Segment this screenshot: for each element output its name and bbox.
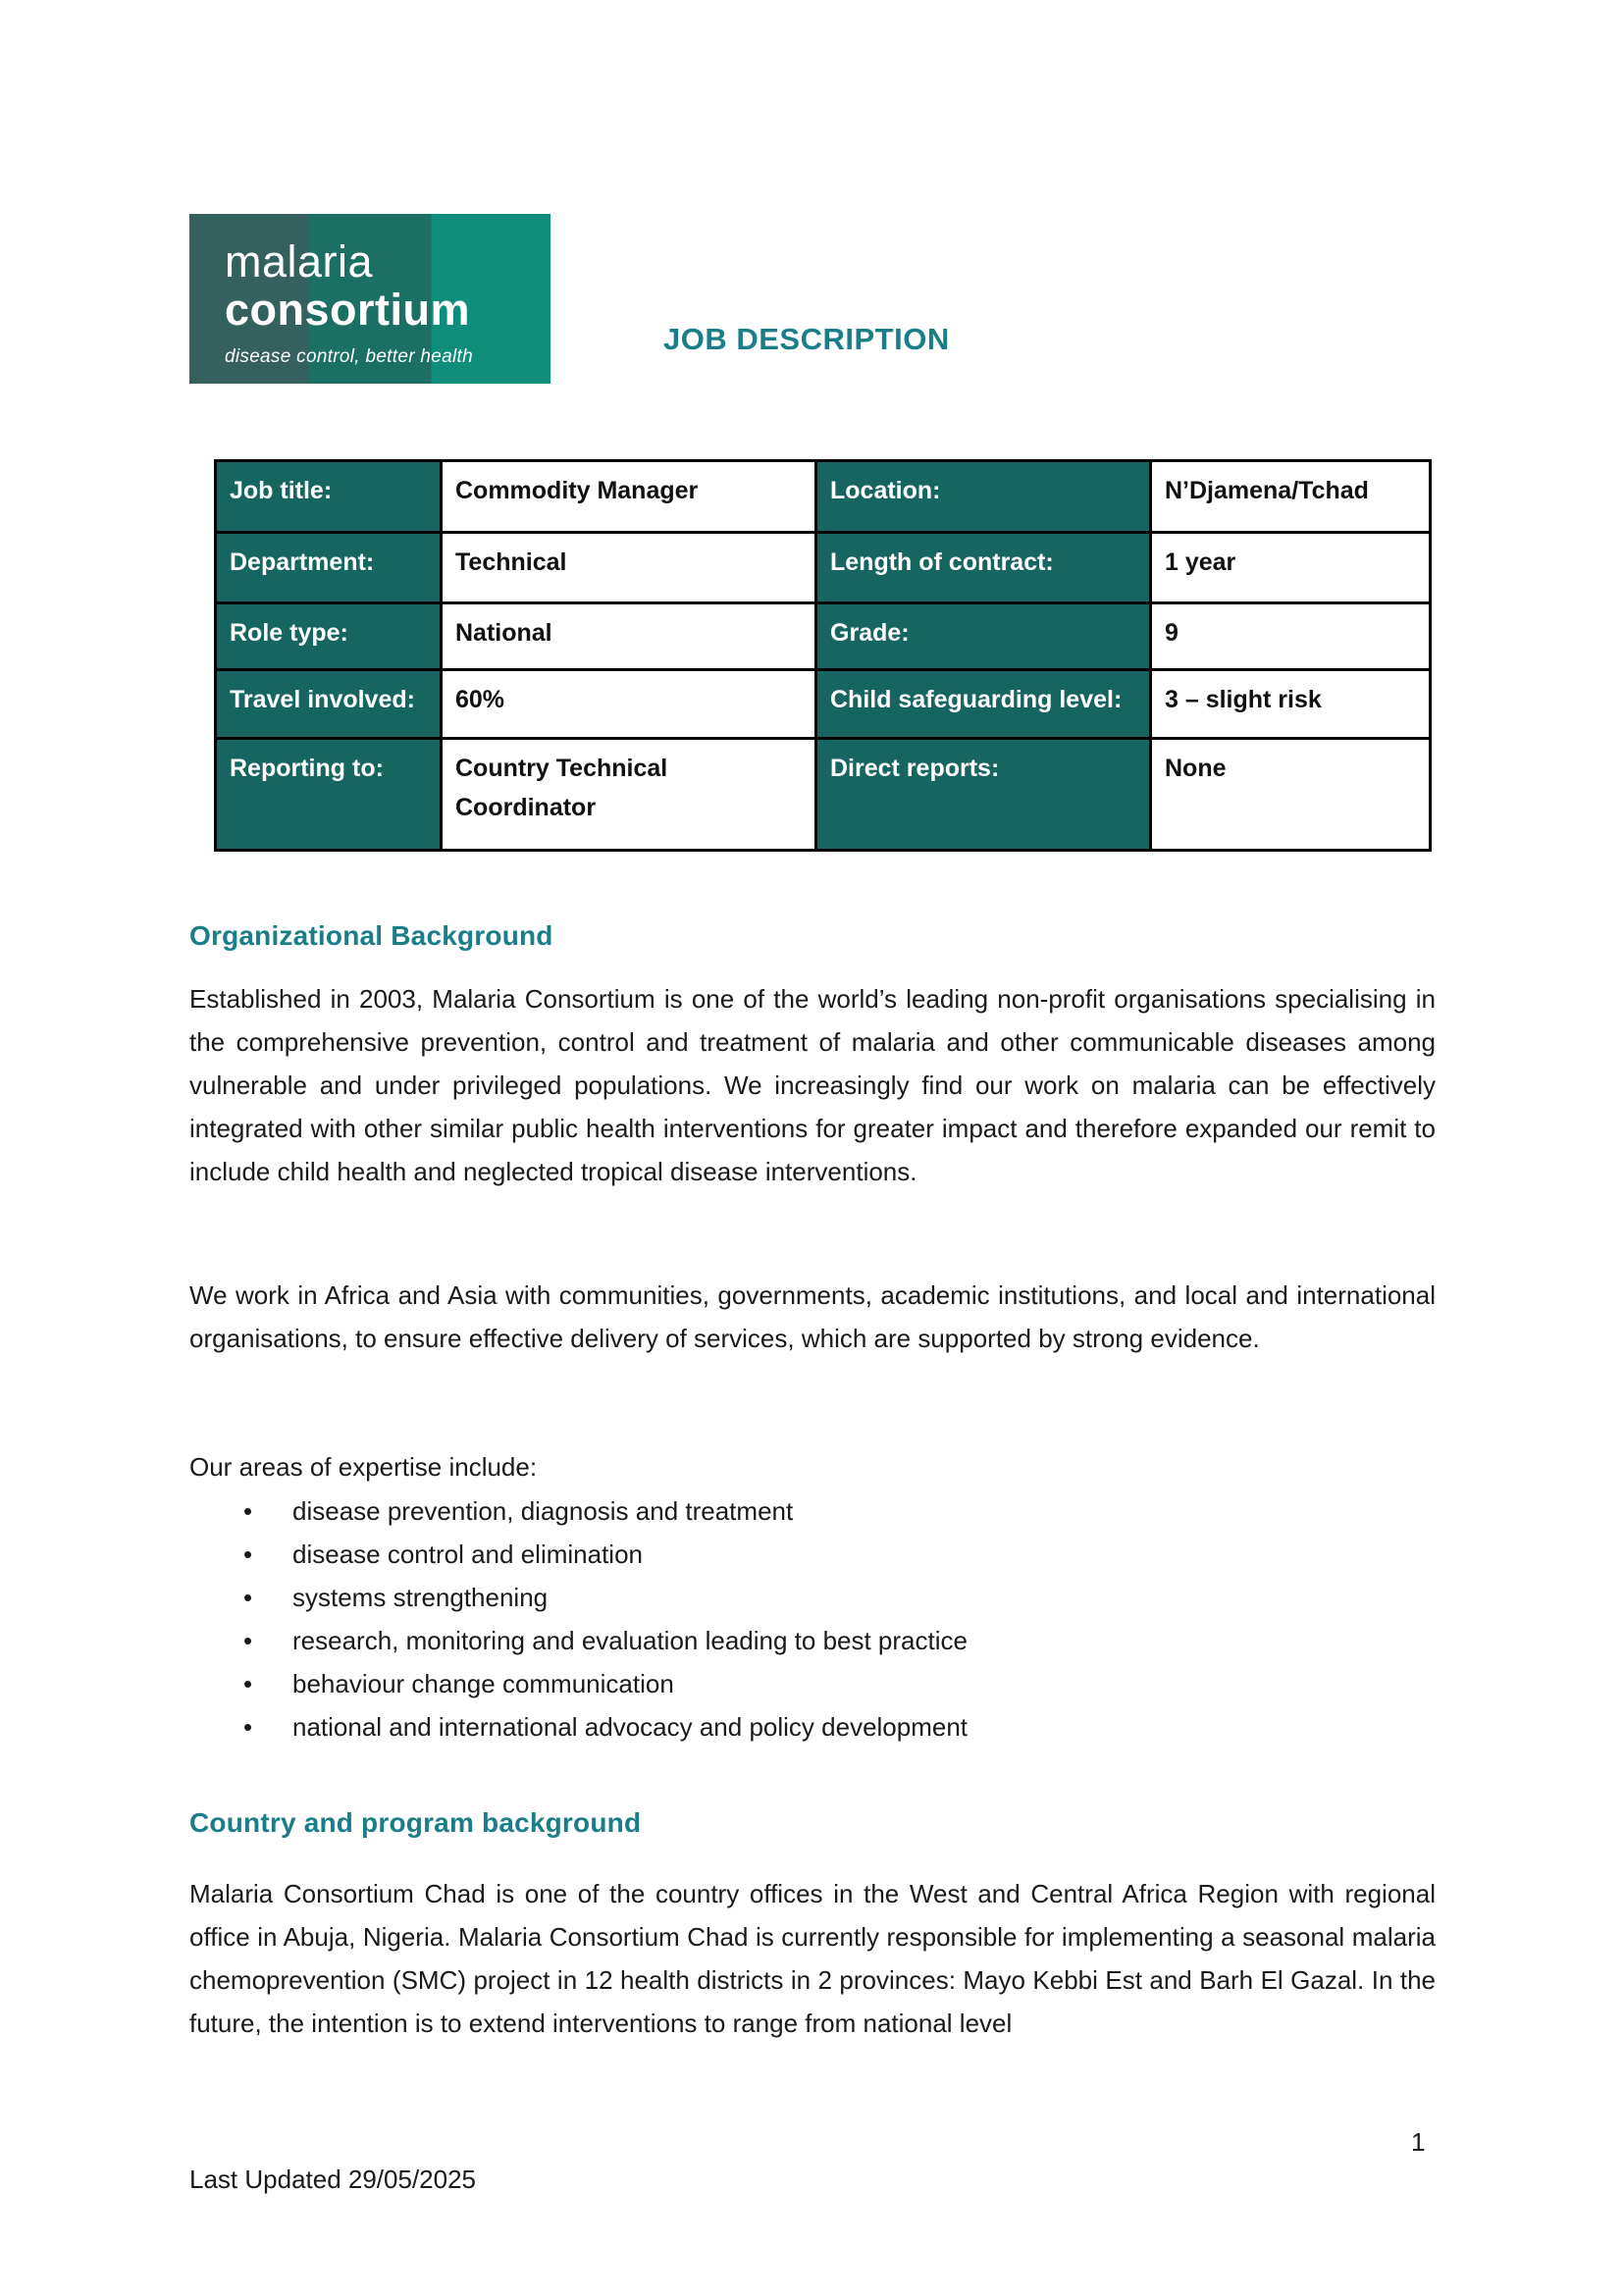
organizational-paragraph-2: We work in Africa and Asia with communities, governments, academic institutions, and local and international organisations, to ensure effective delivery of services, which are supported by strong evidence. bbox=[189, 1280, 1436, 1353]
expertise-intro: Our areas of expertise include: bbox=[189, 1452, 538, 1482]
travel-label: Travel involved: bbox=[216, 670, 442, 739]
location-label: Location: bbox=[816, 461, 1151, 533]
job-info-table bbox=[214, 459, 1432, 852]
organizational-paragraph-1: Established in 2003, Malaria Consortium is one of the world’s leading non-profit organisations specialising in the comprehensive prevention, control and treatment of malaria and other communicable diseases among vulnerable and under privileged populations. We increasingly find our work on malaria can be effectively integrated with other similar public health interventions for greater impact and therefore expanded our remit to include child health and neglected tropical disease interventions. bbox=[189, 984, 1436, 1186]
contract-length-label: Length of contract: bbox=[816, 533, 1151, 603]
malaria-consortium-logo bbox=[189, 214, 550, 384]
role-type-label: Role type: bbox=[216, 603, 442, 670]
list-item: • behaviour change communication bbox=[189, 1662, 1436, 1705]
contract-length-value: 1 year bbox=[1151, 533, 1431, 603]
list-item: • systems strengthening bbox=[189, 1576, 1436, 1619]
last-updated-text: Last Updated 29/05/2025 bbox=[189, 2165, 477, 2194]
direct-reports-value: None bbox=[1151, 739, 1431, 851]
job-title-label: Job title: bbox=[216, 461, 442, 533]
direct-reports-label: Direct reports: bbox=[816, 739, 1151, 851]
location-value: N’Djamena/Tchad bbox=[1151, 461, 1431, 533]
table-row bbox=[216, 461, 1431, 533]
section-heading-country-background: Country and program background bbox=[189, 1807, 642, 1838]
safeguarding-label: Child safeguarding level: bbox=[816, 670, 1151, 739]
travel-value: 60% bbox=[442, 670, 816, 739]
list-item: • disease control and elimination bbox=[189, 1533, 1436, 1576]
safeguarding-value: 3 – slight risk bbox=[1151, 670, 1431, 739]
country-paragraph-1: Malaria Consortium Chad is one of the country offices in the West and Central Africa Region with regional office in Abuja, Nigeria. Malaria Consortium Chad is currently responsible for implementing a seasonal malaria chemoprevention (SMC) project in 12 health districts in 2 provinces: Mayo Kebbi Est and Barh El Gazal. In the future, the intention is to extend interventions to range from national level bbox=[189, 1879, 1436, 2038]
table-row bbox=[216, 739, 1431, 851]
list-item: • national and international advocacy and policy development bbox=[189, 1705, 1436, 1748]
table-row bbox=[216, 603, 1431, 670]
department-value: Technical bbox=[442, 533, 816, 603]
reporting-to-label: Reporting to: bbox=[216, 739, 442, 851]
reporting-to-value: Country Technical Coordinator bbox=[442, 739, 816, 851]
section-heading-organizational-background: Organizational Background bbox=[189, 920, 553, 951]
logo-wordmark-line1: malaria bbox=[225, 236, 374, 287]
page-title: JOB DESCRIPTION bbox=[663, 322, 950, 356]
logo-tagline: disease control, better health bbox=[225, 346, 473, 367]
expertise-list bbox=[189, 1489, 1436, 1748]
department-label: Department: bbox=[216, 533, 442, 603]
page-number: 1 bbox=[1411, 2127, 1426, 2157]
logo-wordmark-line2: consortium bbox=[225, 285, 471, 335]
grade-label: Grade: bbox=[816, 603, 1151, 670]
job-title-value: Commodity Manager bbox=[442, 461, 816, 533]
list-item: • research, monitoring and evaluation leading to best practice bbox=[189, 1619, 1436, 1662]
table-row bbox=[216, 533, 1431, 603]
table-row bbox=[216, 670, 1431, 739]
grade-value: 9 bbox=[1151, 603, 1431, 670]
role-type-value: National bbox=[442, 603, 816, 670]
list-item: • disease prevention, diagnosis and treatment bbox=[189, 1489, 1436, 1533]
